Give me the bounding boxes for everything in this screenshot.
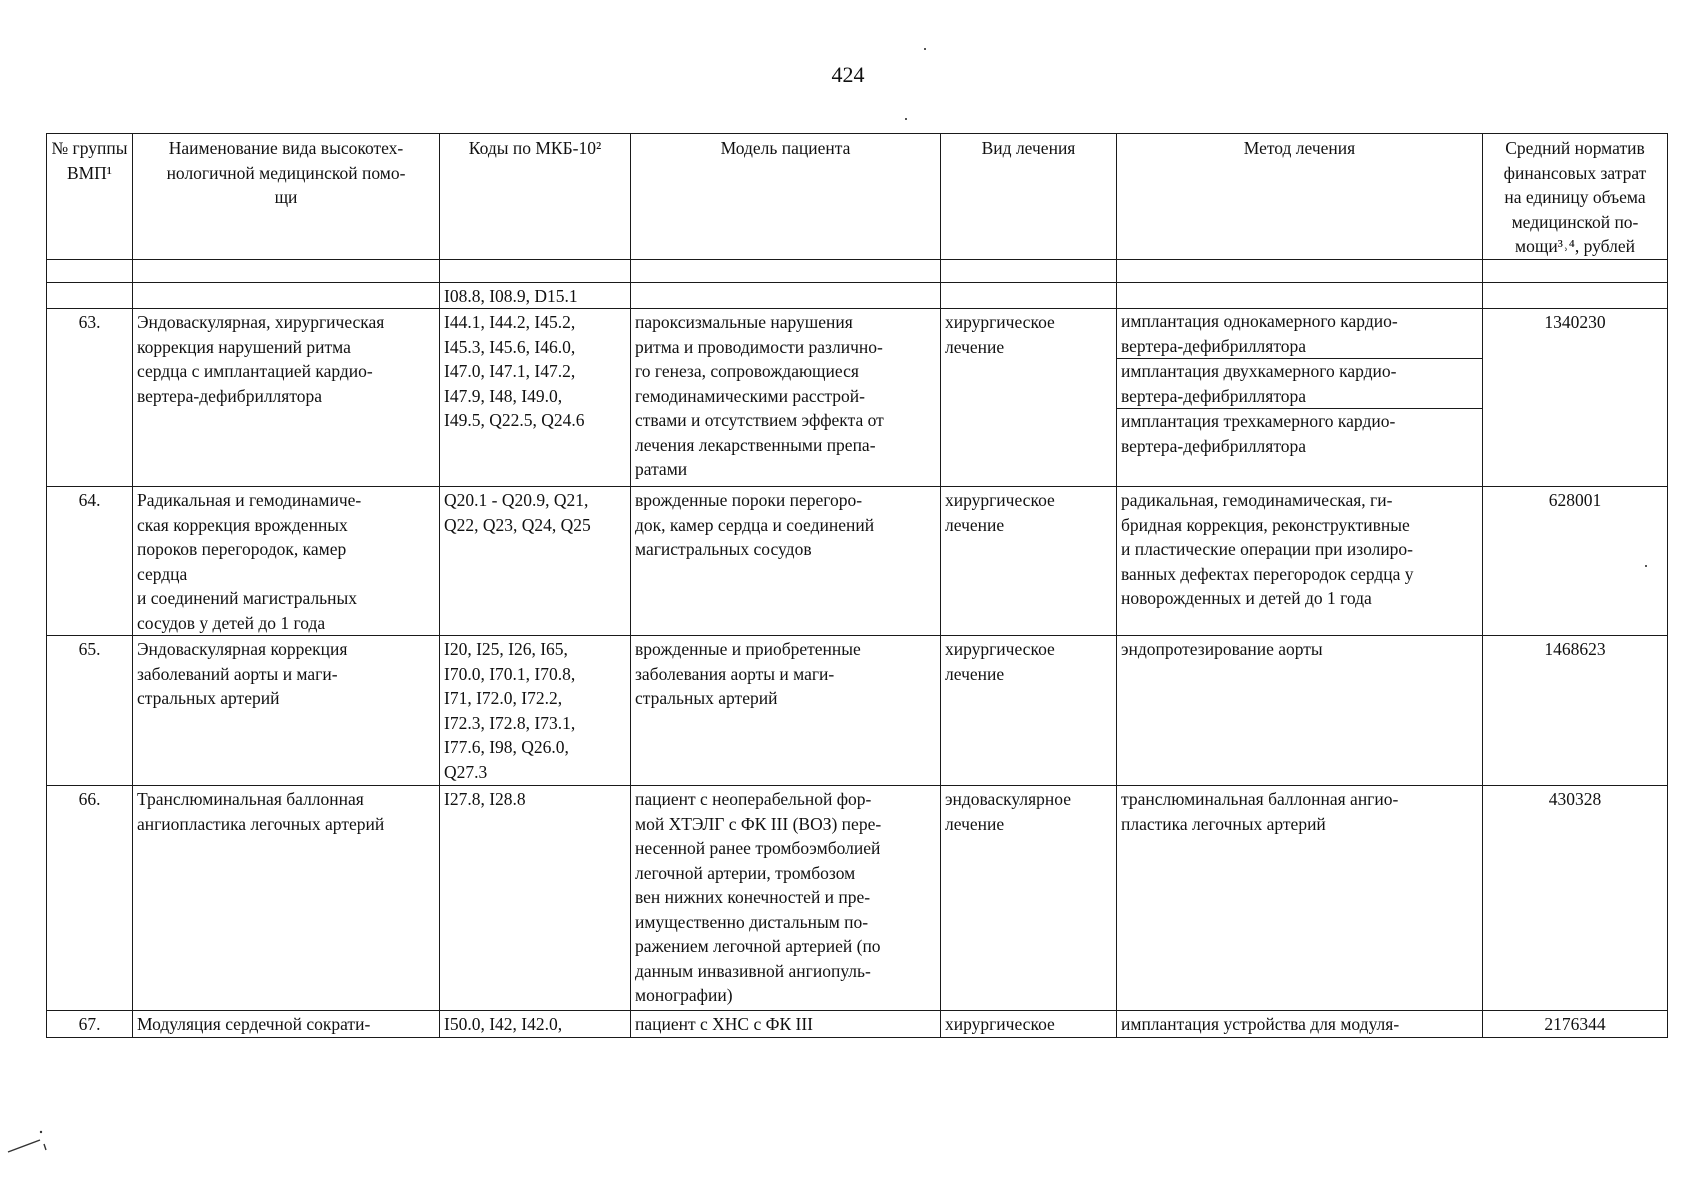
row-cost: 2176344 — [1483, 1011, 1668, 1038]
scan-dot — [905, 118, 907, 120]
row-cost: 1340230 — [1483, 309, 1668, 487]
header-group-number: № группы ВМП¹ — [47, 134, 133, 260]
row-care-name: Радикальная и гемодинамиче- ская коррекция врожденных пороков перегородок, камер сердца и соединений магистральных сосудов у детей до 1 года — [133, 487, 440, 636]
table-row — [47, 309, 1668, 487]
row-patient-model: пациент с неоперабельной фор- мой ХТЭЛГ с ФК III (ВОЗ) пере- несенной ранее тромбоэмболией легочной артерии, тромбозом вен нижних конечностей и пре- имущественно дистальным по- ражением легочной артерией (по данным инвазивной ангиопуль- монографии) — [631, 786, 941, 1011]
header-care-name: Наименование вида высокотех- нологичной медицинской помо- щи — [133, 134, 440, 260]
row-number: 67. — [47, 1011, 133, 1038]
row-cost: 430328 — [1483, 786, 1668, 1011]
table-row — [47, 282, 1668, 309]
row-number: 64. — [47, 487, 133, 636]
row-care-name: Эндоваскулярная, хирургическая коррекция нарушений ритма сердца с имплантацией кардио- вертера-дефибриллятора — [133, 309, 440, 487]
row-cost: 628001 — [1483, 487, 1668, 636]
row-patient-model: пароксизмальные нарушения ритма и проводимости различно- го генеза, сопровождающиеся гемодинамическими расстрой- ствами и отсутствием эффекта от лечения лекарственными препа- ратами — [631, 309, 941, 487]
row-treatment-type — [941, 282, 1117, 309]
page-number: 424 — [831, 62, 865, 87]
row-treatment-method: имплантация устройства для модуля- — [1117, 1011, 1483, 1038]
row-treatment-type: эндоваскулярное лечение — [941, 786, 1117, 1011]
spacer-row — [47, 259, 1668, 282]
row-icd-codes: Q20.1 - Q20.9, Q21, Q22, Q23, Q24, Q25 — [440, 487, 631, 636]
row-treatment-type: хирургическое — [941, 1011, 1117, 1038]
row-care-name: Эндоваскулярная коррекция заболеваний аорты и маги- стральных артерий — [133, 636, 440, 786]
method-item: имплантация трехкамерного кардио- вертера-дефибриллятора — [1121, 411, 1396, 456]
row-patient-model: врожденные пороки перегоро- док, камер сердца и соединений магистральных сосудов — [631, 487, 941, 636]
row-icd-codes: I20, I25, I26, I65, I70.0, I70.1, I70.8, I71, I72.0, I72.2, I72.3, I72.8, I73.1, I77.6, I98, Q26.0, Q27.3 — [440, 636, 631, 786]
row-care-name — [133, 282, 440, 309]
row-icd-codes: I27.8, I28.8 — [440, 786, 631, 1011]
header-cost-norm: Средний норматив финансовых затрат на единицу объема медицинской по- мощи³˒⁴, рублей — [1483, 134, 1668, 260]
row-care-name: Транслюминальная баллонная ангиопластика легочных артерий — [133, 786, 440, 1011]
row-care-name: Модуляция сердечной сократи- — [133, 1011, 440, 1038]
row-treatment-type: хирургическое лечение — [941, 487, 1117, 636]
row-treatment-method: эндопротезирование аорты — [1117, 636, 1483, 786]
table-row — [47, 1011, 1668, 1038]
row-patient-model — [631, 282, 941, 309]
row-treatment-type: хирургическое лечение — [941, 309, 1117, 487]
method-item: имплантация однокамерного кардио- вертера-дефибриллятора — [1117, 309, 1482, 359]
row-cost: 1468623 — [1483, 636, 1668, 786]
row-treatment-type: хирургическое лечение — [941, 636, 1117, 786]
vmp-table — [46, 133, 1668, 1038]
header-patient-model: Модель пациента — [631, 134, 941, 260]
row-treatment-method: радикальная, гемодинамическая, ги- бридная коррекция, реконструктивные и пластические операции при изолиро- ванных дефектах перегородок сердца у новорожденных и детей до 1 года — [1117, 487, 1483, 636]
table-header-row — [47, 134, 1668, 260]
scan-mark — [0, 1110, 70, 1160]
row-icd-codes: I50.0, I42, I42.0, — [440, 1011, 631, 1038]
row-icd-codes: I08.8, I08.9, D15.1 — [440, 282, 631, 309]
row-cost — [1483, 282, 1668, 309]
header-treatment-method: Метод лечения — [1117, 134, 1483, 260]
row-number: 65. — [47, 636, 133, 786]
table-row — [47, 786, 1668, 1011]
method-item: имплантация двухкамерного кардио- вертера-дефибриллятора — [1117, 359, 1482, 409]
row-number: 63. — [47, 309, 133, 487]
row-treatment-method: транслюминальная баллонная ангио- пластика легочных артерий — [1117, 786, 1483, 1011]
header-treatment-type: Вид лечения — [941, 134, 1117, 260]
row-treatment-method — [1117, 309, 1483, 487]
header-icd-codes: Коды по МКБ-10² — [440, 134, 631, 260]
row-patient-model: врожденные и приобретенные заболевания аорты и маги- стральных артерий — [631, 636, 941, 786]
table-row — [47, 636, 1668, 786]
row-icd-codes: I44.1, I44.2, I45.2, I45.3, I45.6, I46.0, I47.0, I47.1, I47.2, I47.9, I48, I49.0, I49.5, Q22.5, Q24.6 — [440, 309, 631, 487]
scan-dot — [1645, 565, 1647, 567]
row-number: 66. — [47, 786, 133, 1011]
row-treatment-method — [1117, 282, 1483, 309]
table-row — [47, 487, 1668, 636]
row-patient-model: пациент с ХНС с ФК III — [631, 1011, 941, 1038]
scan-dot — [924, 48, 926, 50]
row-number — [47, 282, 133, 309]
